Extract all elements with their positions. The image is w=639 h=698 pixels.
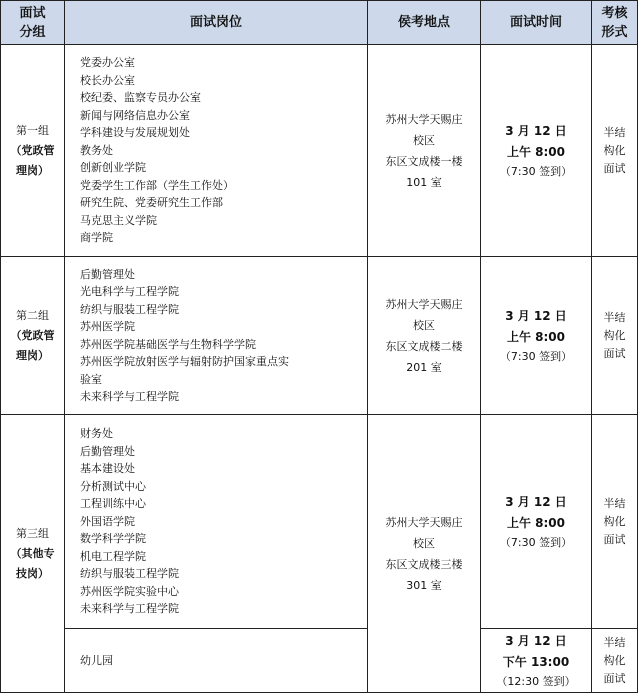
list-item: 验室 bbox=[80, 372, 102, 386]
list-item: 苏州医学院 bbox=[80, 320, 135, 333]
time-cell: 3 月 12 日 下午 13:00 （12:30 签到） bbox=[481, 629, 592, 693]
list-item: 研究生院、党委研究生工作部 bbox=[80, 196, 223, 210]
list-item: 苏州医学院放射医学与辐射防护国家重点实 bbox=[80, 355, 289, 368]
header-location: 侯考地点 bbox=[368, 1, 481, 45]
table-row bbox=[1, 45, 638, 257]
list-item: 后勤管理处 bbox=[80, 267, 135, 281]
form-cell: 半结构化面试 bbox=[592, 257, 638, 415]
list-item: 苏州医学院实验中心 bbox=[80, 584, 179, 598]
list-item: 党委学生工作部（学生工作处） bbox=[80, 178, 234, 192]
list-item: 新闻与网络信息办公室 bbox=[80, 108, 190, 122]
list-item: 工程训练中心 bbox=[80, 497, 146, 511]
form-cell: 半结构化面试 bbox=[592, 629, 638, 693]
table-row bbox=[1, 415, 638, 629]
list-item: 学科建设与发展规划处 bbox=[80, 126, 190, 140]
position-cell bbox=[65, 45, 368, 257]
list-item: 教务处 bbox=[80, 143, 113, 157]
list-item: 后勤管理处 bbox=[80, 444, 135, 458]
header-position: 面试岗位 bbox=[65, 1, 368, 45]
time-cell: 3 月 12 日 上午 8:00 （7:30 签到） bbox=[481, 415, 592, 629]
group-cell: 第一组 （党政管理岗） bbox=[1, 45, 65, 257]
location-cell: 苏州大学天赐庄 校区 东区文成楼三楼 301 室 bbox=[368, 415, 481, 693]
list-item: 光电科学与工程学院 bbox=[80, 285, 179, 298]
list-item: 纺织与服装工程学院 bbox=[80, 302, 179, 316]
list-item: 党委办公室 bbox=[80, 56, 135, 70]
header-time: 面试时间 bbox=[481, 1, 592, 45]
list-item: 创新创业学院 bbox=[80, 161, 146, 175]
list-item: 外国语学院 bbox=[80, 514, 135, 528]
list-item: 校纪委、监察专员办公室 bbox=[80, 91, 201, 105]
list-item: 纺织与服装工程学院 bbox=[80, 567, 179, 581]
list-item: 财务处 bbox=[80, 427, 113, 441]
group-cell: 第二组 （党政管理岗） bbox=[1, 257, 65, 415]
header-form: 考核形式 bbox=[592, 1, 638, 45]
list-item: 校长办公室 bbox=[80, 73, 135, 87]
table-row bbox=[1, 257, 638, 415]
header-group: 面试分组 bbox=[1, 1, 65, 45]
list-item: 数学科学学院 bbox=[80, 532, 146, 546]
list-item: 未来科学与工程学院 bbox=[80, 390, 179, 403]
list-item: 机电工程学院 bbox=[80, 549, 146, 563]
position-cell bbox=[65, 257, 368, 415]
list-item: 基本建设处 bbox=[80, 462, 135, 476]
list-item: 分析测试中心 bbox=[80, 479, 146, 493]
group-cell: 第三组 （其他专技岗） bbox=[1, 415, 65, 693]
position-cell bbox=[65, 629, 368, 693]
position-cell bbox=[65, 415, 368, 629]
list-item: 马克思主义学院 bbox=[80, 213, 157, 227]
list-item: 苏州医学院基础医学与生物科学学院 bbox=[80, 337, 256, 351]
time-cell: 3 月 12 日 上午 8:00 （7:30 签到） bbox=[481, 257, 592, 415]
table-row bbox=[1, 629, 638, 693]
form-cell: 半结构化面试 bbox=[592, 415, 638, 629]
time-cell: 3 月 12 日 上午 8:00 （7:30 签到） bbox=[481, 45, 592, 257]
form-cell: 半结构化面试 bbox=[592, 45, 638, 257]
list-item: 幼儿园 bbox=[80, 653, 113, 667]
location-cell: 苏州大学天赐庄 校区 东区文成楼一楼 101 室 bbox=[368, 45, 481, 257]
list-item: 未来科学与工程学院 bbox=[80, 602, 179, 616]
header-row bbox=[1, 1, 638, 45]
list-item: 商学院 bbox=[80, 231, 113, 245]
location-cell: 苏州大学天赐庄 校区 东区文成楼二楼 201 室 bbox=[368, 257, 481, 415]
